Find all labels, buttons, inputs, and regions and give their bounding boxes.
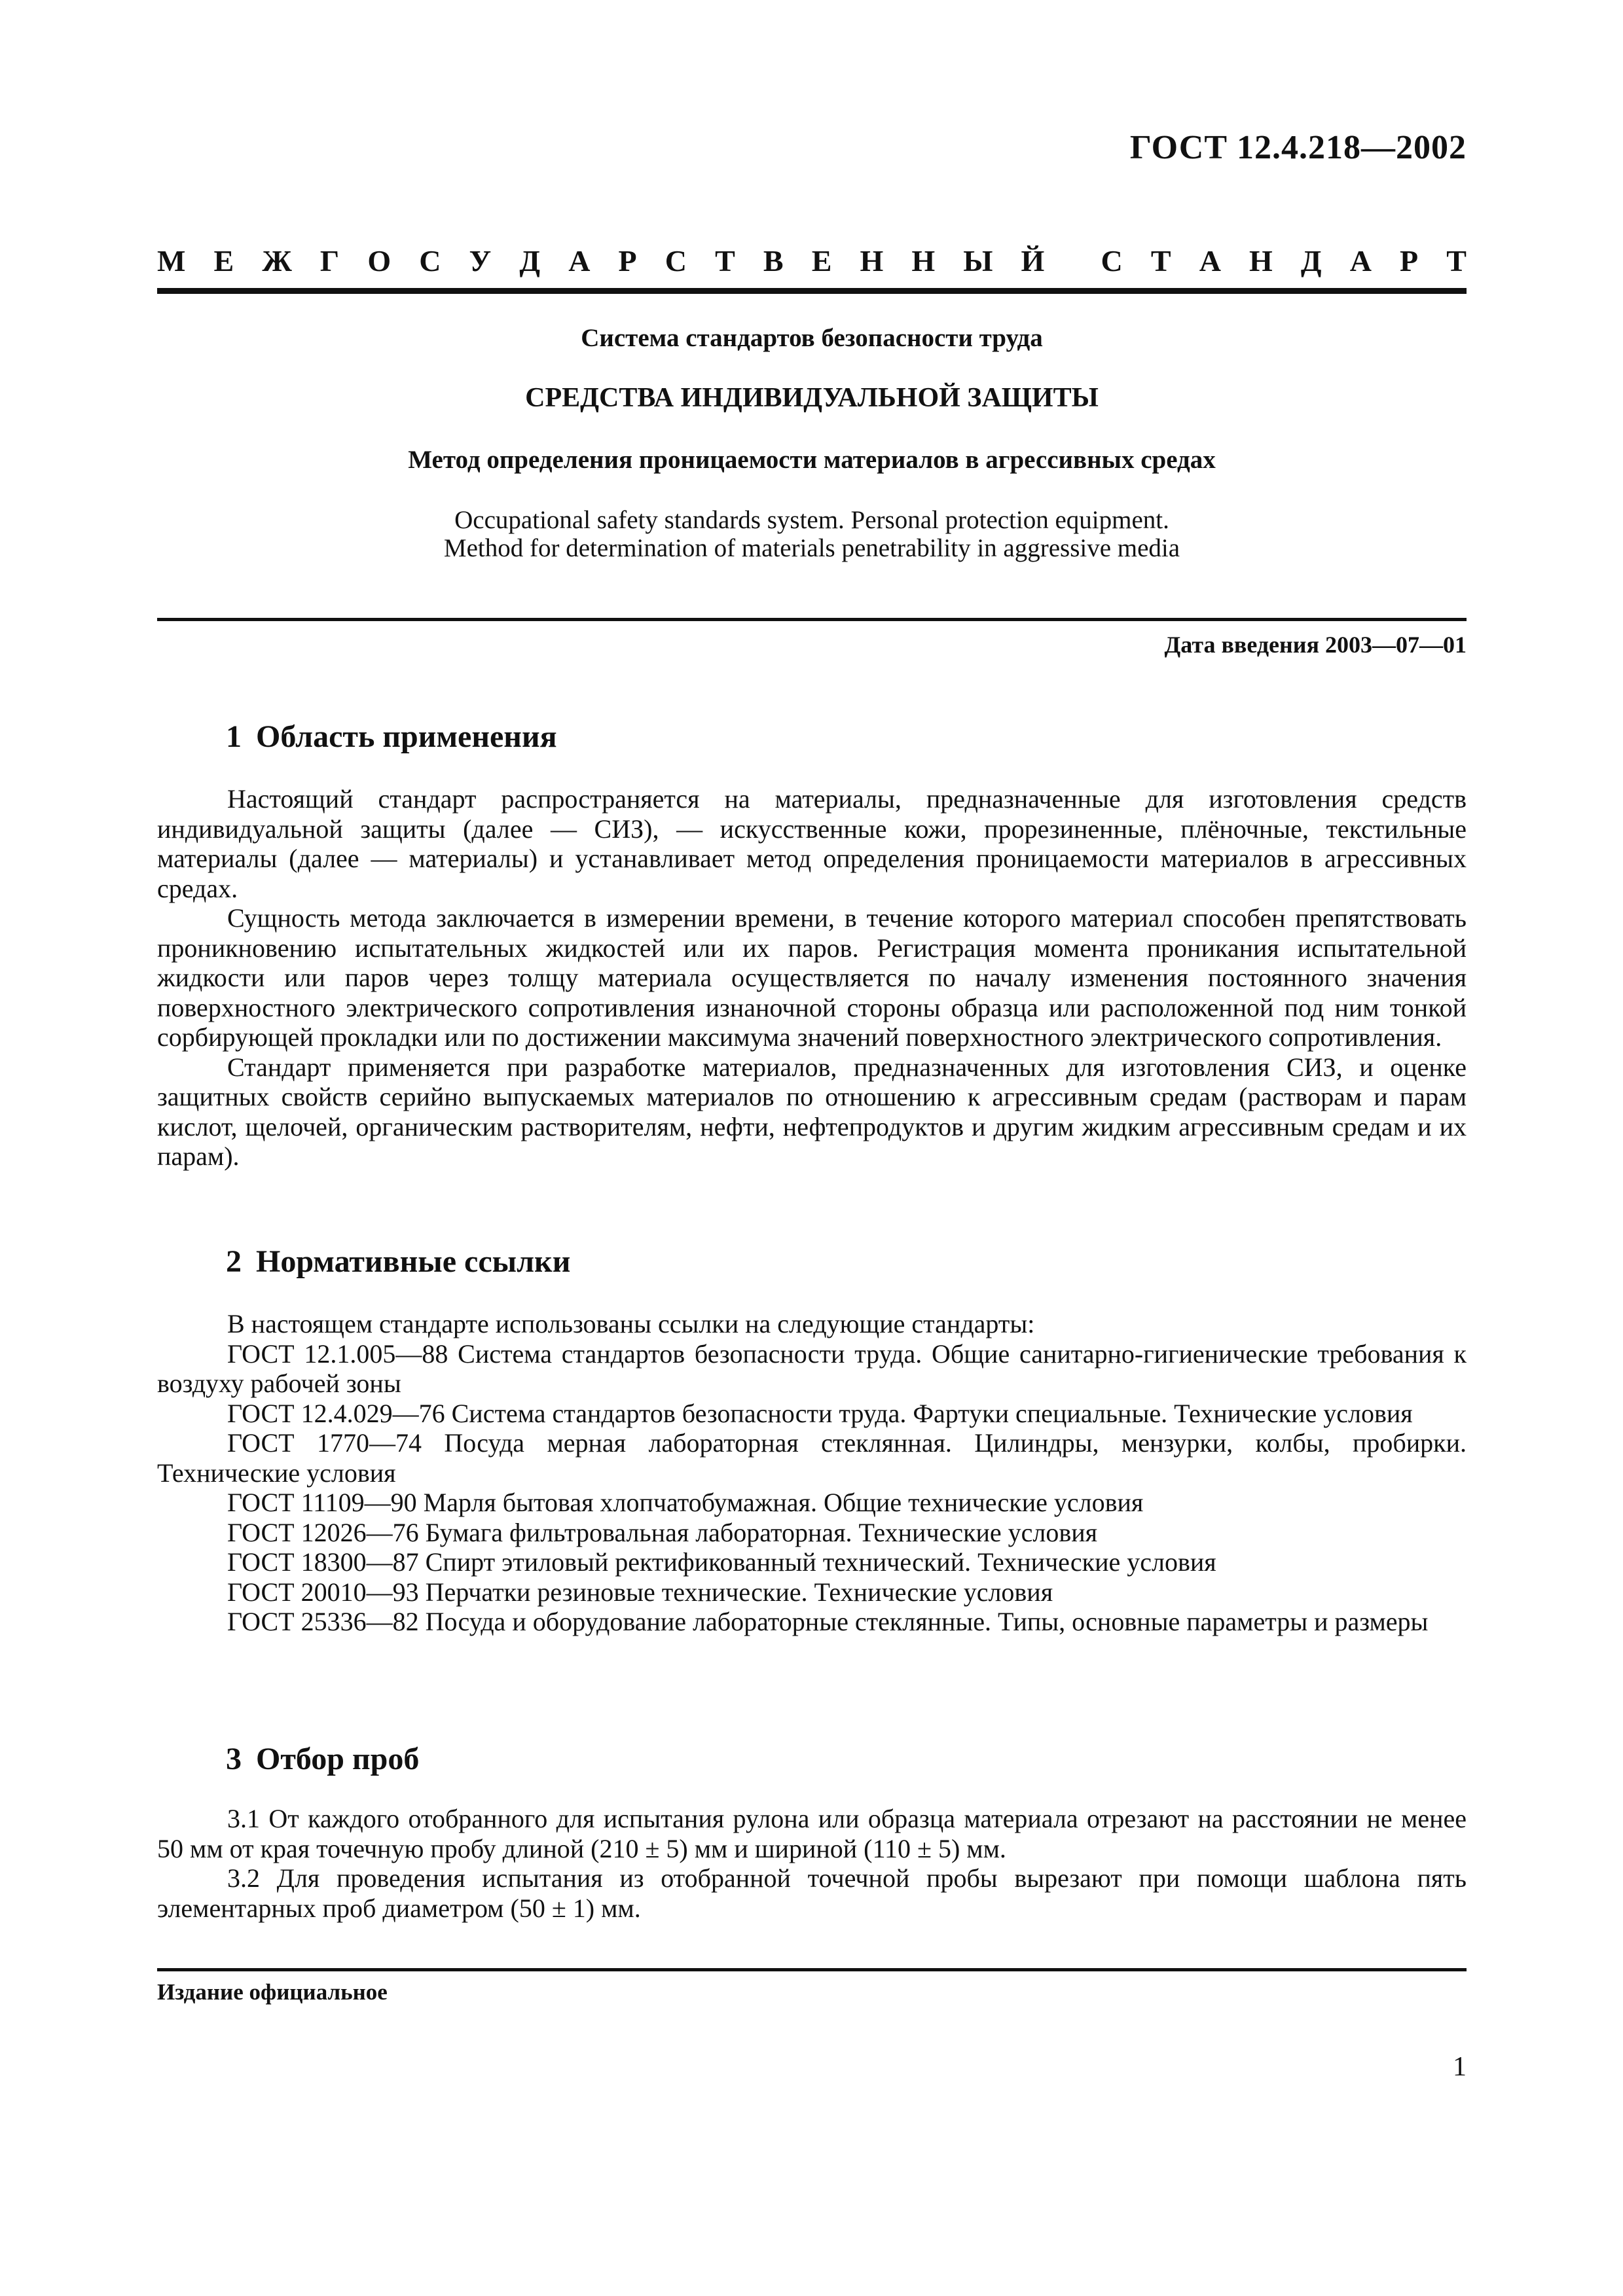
footer-divider [157,1968,1467,1971]
heading-letter: Е [213,244,234,278]
gost-identifier: ГОСТ 12.4.218—2002 [1129,129,1467,166]
paragraph: Сущность метода заключается в измерении времени, в течение которого материал способен препятствовать проникновению испытательных жидкостей или их паров. Регистрация момента проникания испытательной жидкости или паров через толщу материала осуществляется по началу изменения постоянного значения поверхностного электрического сопротивления изнаночной стороны образца или расположенной под ним тонкой сорбирующей прокладки или по достижении максимума значений поверхностного электрического сопротивления. [157,903,1467,1052]
reference-item: ГОСТ 18300—87 Спирт этиловый ректификованный технический. Технические условия [227,1547,1216,1577]
section-number: 3 [226,1742,242,1776]
heading-letter: В [763,244,784,278]
document-page [157,0,1467,2296]
interstate-standard-heading [157,243,1467,278]
section-heading-normative-references [226,1244,570,1280]
heading-letter: А [1349,244,1372,278]
heading-letter: О [367,244,392,278]
standards-system-title: Система стандартов безопасности труда [581,324,1043,352]
heading-letter: Ж [262,244,292,278]
paragraph: 3.2 Для проведения испытания из отобранной точечной пробы вырезают при помощи шаблона пять элементарных проб диаметром (50 ± 1) мм. [157,1863,1467,1923]
section-number: 1 [226,719,242,754]
section-heading-sampling [226,1741,419,1777]
heading-letter: Р [1400,244,1419,278]
heading-letter: С [665,244,687,278]
section-number: 2 [226,1244,242,1279]
heading-letter: А [1199,244,1221,278]
heading-letter: Н [911,244,936,278]
reference-item: ГОСТ 25336—82 Посуда и оборудование лабораторные стеклянные. Типы, основные параметры и размеры [227,1607,1429,1636]
paragraph: Стандарт применяется при разработке материалов, предназначенных для изготовления СИЗ, и оценке защитных свойств серийно выпускаемых материалов по отношению к агрессивным средам (растворам и парам кислот, щелочей, органическим растворителям, нефти, нефтепродуктов и другим жидким агрессивным средам и их парам). [157,1052,1467,1171]
section-title: Нормативные ссылки [256,1244,571,1279]
heading-letter: С [1101,244,1123,278]
standard-main-title: СРЕДСТВА ИНДИВИДУАЛЬНОЙ ЗАЩИТЫ [525,383,1099,413]
english-title-line-1: Occupational safety standards system. Personal protection equipment. [454,506,1169,534]
paragraph: Настоящий стандарт распространяется на материалы, предназначенные для изготовления средств индивидуальной защиты (далее — СИЗ), — искусственные кожи, прорезиненные, плёночные, текстильные материалы (далее — материалы) и устанавливает метод определения проницаемости материалов в агрессивных средах. [157,784,1467,903]
english-title-line-2: Method for determination of materials penetrability in aggressive media [443,534,1180,562]
introduction-date: Дата введения 2003—07—01 [1164,632,1467,658]
heading-letter: Р [618,244,637,278]
reference-item: ГОСТ 12.4.029—76 Система стандартов безопасности труда. Фартуки специальные. Технические условия [227,1398,1413,1428]
heading-letter: М [157,244,186,278]
heading-letter: Д [519,244,541,278]
heading-letter: Т [1446,244,1467,278]
header-divider [157,288,1467,294]
heading-letter: Н [1249,244,1273,278]
heading-letter: Ы [963,244,993,278]
heading-letter: Й [1021,244,1045,278]
reference-item: ГОСТ 12.1.005—88 Система стандартов безопасности труда. Общие санитарно-гигиенические требования к воздуху рабочей зоны [157,1338,1467,1398]
section-body-sampling [157,1804,1467,1923]
paragraph: 3.1 От каждого отобранного для испытания рулона или образца материала отрезают на расстоянии не менее 50 мм от края точечную пробу длиной (210 ± 5) мм и шириной (110 ± 5) мм. [157,1804,1467,1863]
standard-subtitle: Метод определения проницаемости материалов в агрессивных средах [408,446,1216,474]
reference-item: ГОСТ 11109—90 Марля бытовая хлопчатобумажная. Общие технические условия [227,1488,1144,1517]
heading-letter: Т [715,244,735,278]
heading-letter: А [568,244,591,278]
section-title: Отбор проб [256,1742,420,1776]
reference-item: ГОСТ 1770—74 Посуда мерная лабораторная стеклянная. Цилиндры, мензурки, колбы, пробирки. Технические условия [157,1428,1467,1488]
section-body-normative-references [157,1309,1467,1637]
heading-letter: С [419,244,441,278]
section-heading-scope [226,719,557,755]
section-body-scope [157,784,1467,1172]
heading-letter: Г [319,244,340,278]
section-title: Область применения [256,719,557,754]
title-divider [157,618,1467,621]
heading-letter: У [469,244,492,278]
paragraph: В настоящем стандарте использованы ссылки на следующие стандарты: [227,1309,1035,1338]
heading-letter: Н [860,244,884,278]
heading-letter: Д [1300,244,1322,278]
reference-item: ГОСТ 12026—76 Бумага фильтровальная лабораторная. Технические условия [227,1517,1098,1547]
official-edition-label: Издание официальное [157,1979,388,2005]
heading-letter: Е [811,244,832,278]
heading-letter: Т [1150,244,1171,278]
page-number: 1 [1453,2052,1467,2082]
reference-item: ГОСТ 20010—93 Перчатки резиновые технические. Технические условия [227,1577,1053,1607]
